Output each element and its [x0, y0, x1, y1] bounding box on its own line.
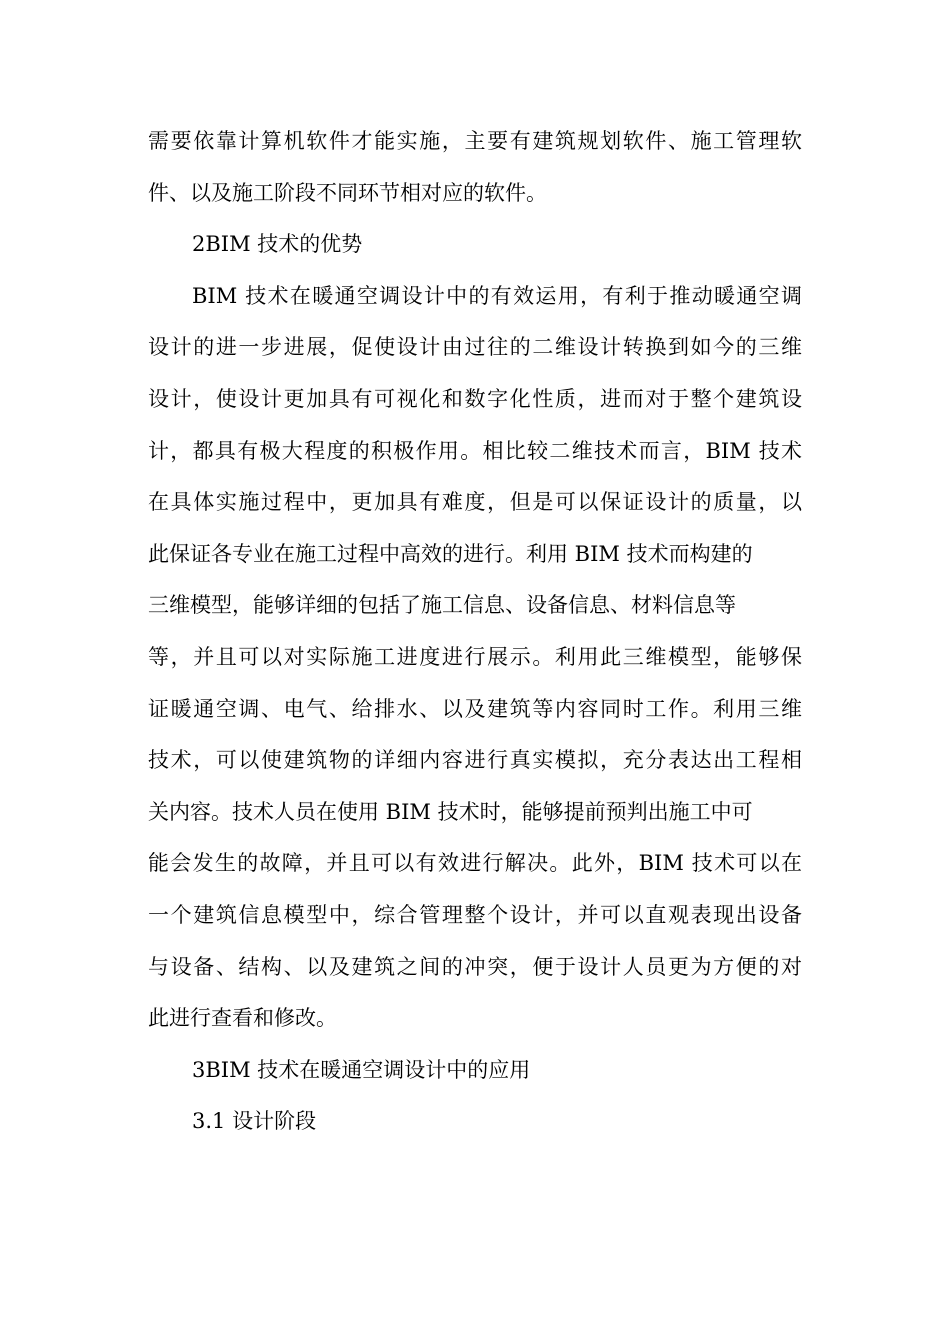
body-text-line: 计，都具有极大程度的积极作用。相比较二维技术而言，BIM 技术: [148, 438, 802, 463]
body-text-line: BIM 技术在暖通空调设计中的有效运用，有利于推动暖通空调: [192, 283, 802, 308]
body-text-line: 一个建筑信息模型中，综合管理整个设计，并可以直观表现出设备: [148, 902, 802, 927]
body-text-line: 此保证各专业在施工过程中高效的进行。利用 BIM 技术而构建的: [148, 541, 753, 566]
body-text-line: 设计的进一步进展，促使设计由过往的二维设计转换到如今的三维: [148, 335, 802, 360]
body-text-line: 等，并且可以对实际施工进度进行展示。利用此三维模型，能够保: [148, 644, 802, 669]
subsection-heading: 3.1 设计阶段: [192, 1109, 317, 1134]
body-text-line: 需要依靠计算机软件才能实施，主要有建筑规划软件、施工管理软: [148, 129, 802, 153]
body-text-line: 证暖通空调、电气、给排水、以及建筑等内容同时工作。利用三维: [148, 696, 802, 721]
body-text-line: 三维模型，能够详细的包括了施工信息、设备信息、材料信息等: [148, 593, 736, 618]
section-heading: 3BIM 技术在暖通空调设计中的应用: [192, 1057, 531, 1082]
body-text-line: 关内容。技术人员在使用 BIM 技术时，能够提前预判出施工中可: [148, 799, 753, 824]
body-text-line: 与设备、结构、以及建筑之间的冲突，便于设计人员更为方便的对: [148, 954, 802, 979]
body-text-line: 件、以及施工阶段不同环节相对应的软件。: [148, 180, 547, 205]
body-text-line: 在具体实施过程中，更加具有难度，但是可以保证设计的质量，以: [148, 490, 802, 515]
body-text-line: 能会发生的故障，并且可以有效进行解决。此外，BIM 技术可以在: [148, 851, 802, 876]
body-text-line: 此进行查看和修改。: [148, 1006, 337, 1031]
document-body: [148, 116, 802, 1148]
body-text-line: 技术，可以使建筑物的详细内容进行真实模拟，充分表达出工程相: [148, 748, 802, 773]
body-text-line: 设计，使设计更加具有可视化和数字化性质，进而对于整个建筑设: [148, 386, 802, 411]
section-heading: 2BIM 技术的优势: [192, 232, 363, 257]
